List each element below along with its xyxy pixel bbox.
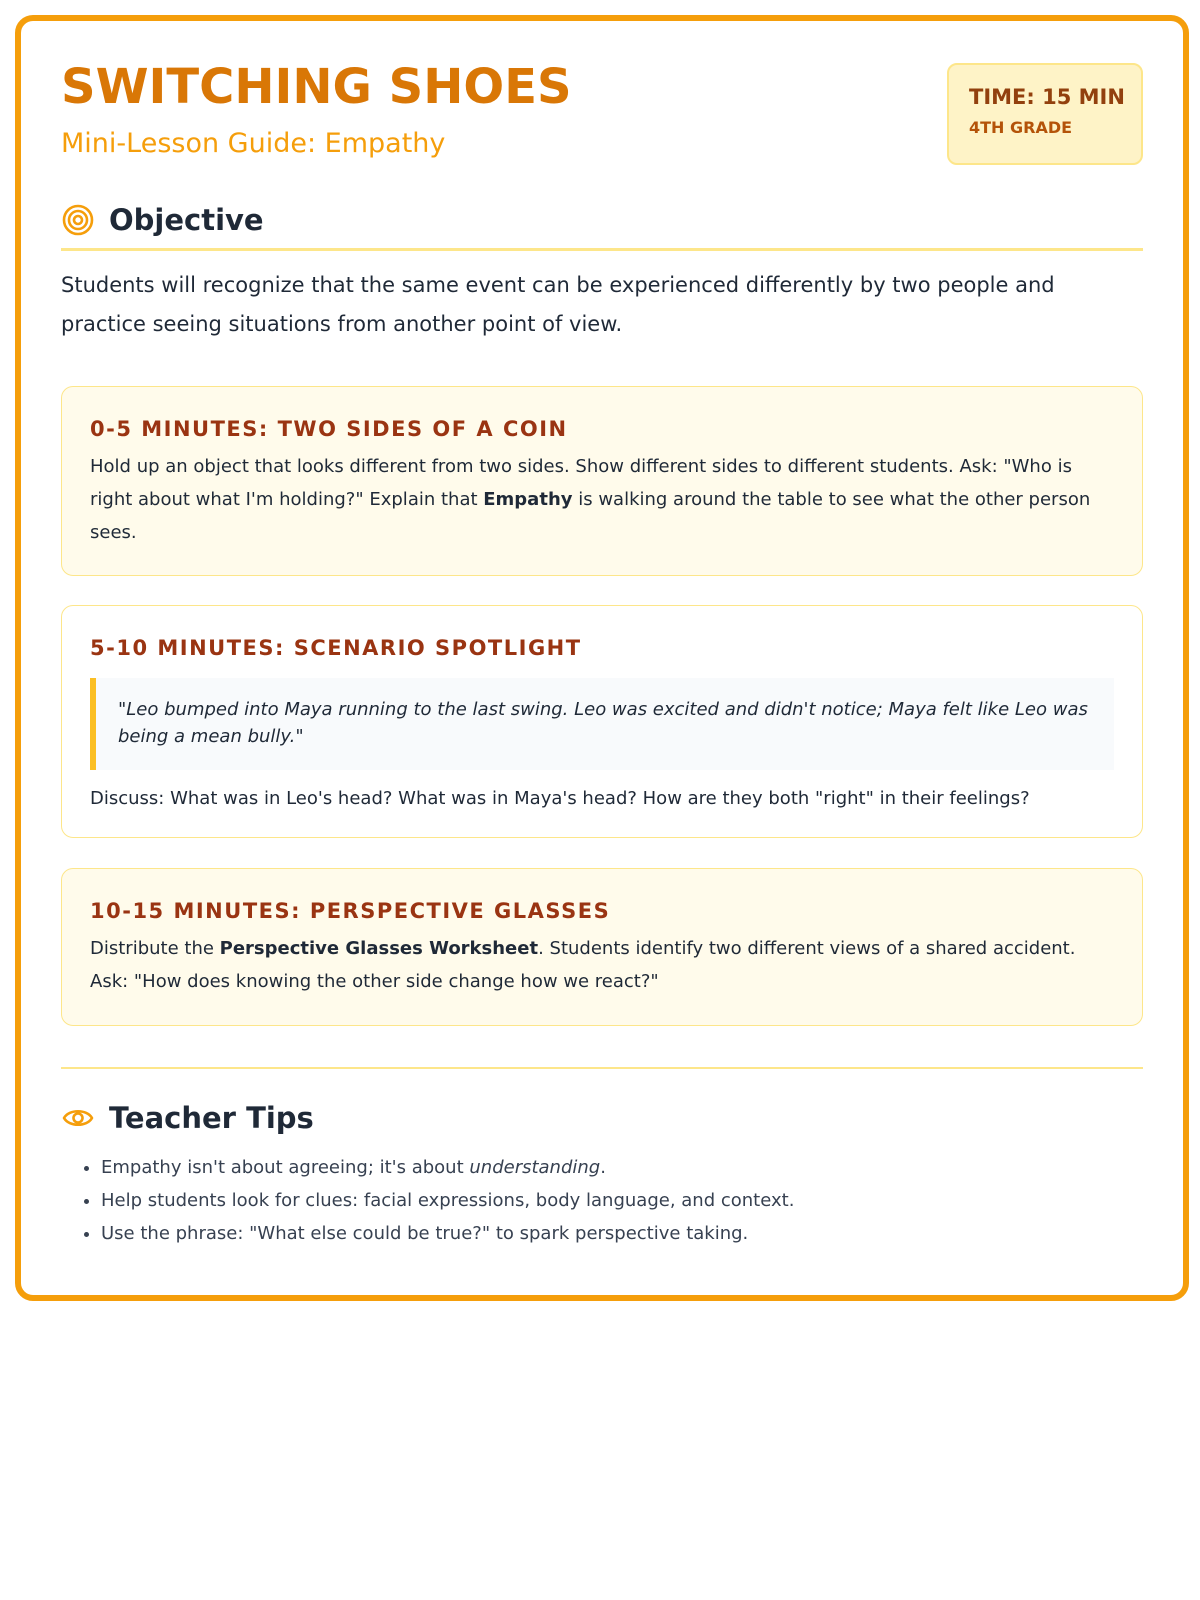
tips-list [61,1151,1143,1250]
segment-card-1 [61,386,1143,576]
segment-bold-term: Perspective Glasses Worksheet [219,938,539,959]
segment-text [90,450,1102,549]
segment-text-part: Distribute the [90,938,220,959]
lesson-content [61,21,1143,1244]
lesson-subtitle: Mini-Lesson Guide: Empathy [61,128,446,159]
lesson-title: SWITCHING SHOES [61,59,572,115]
segment-title: 5-10 MINUTES: SCENARIO SPOTLIGHT [90,636,582,660]
lesson-header [61,21,1143,181]
objective-heading-row [61,203,1143,237]
segment-text-part: . Students identify two different views of a shared accident. Ask: "How does knowing the other side change how we react?" [90,938,1076,992]
tips-heading-row [61,1101,1143,1135]
tip-item [101,1151,1143,1184]
segment-text-part: Hold up an object that looks different from two sides. Show different sides to different students. Ask: "Who is right about what I'm holding?" Explain that [90,456,1072,510]
segment-title: 0-5 MINUTES: TWO SIDES OF A COIN [90,417,568,441]
segment-title: 10-15 MINUTES: PERSPECTIVE GLASSES [90,899,611,923]
tip-item: • Help students look for clues: facial expressions, body language, and context. [101,1184,1143,1217]
tip-text-part: . [600,1157,606,1178]
objective-text: Students will recognize that the same event can be experienced differently by two people and practice seeing situations from another point of view. [61,273,1055,336]
target-icon [61,203,95,237]
tips-divider [61,1067,1143,1069]
segment-card-2 [61,605,1143,838]
segment-text-part: is walking around the table to see what the other person sees. [90,489,1091,543]
time-badge [947,63,1143,165]
grade-label: 4TH GRADE [969,118,1073,137]
objective-divider [61,248,1143,251]
lesson-card [15,15,1189,1301]
tip-emphasis: understanding [469,1157,601,1178]
eye-icon [61,1101,95,1135]
segment-bold-term: Empathy [483,489,573,510]
scenario-quote: "Leo bumped into Maya running to the last swing. Leo was excited and didn't notice; Maya felt like Leo was being a mean bully." [90,678,1114,770]
objective-heading: Objective [109,202,264,237]
segment-text: Discuss: What was in Leo's head? What was in Maya's head? How are they both "right" in their feelings? [90,788,1030,809]
tip-item: • Use the phrase: "What else could be true?" to spark perspective taking. [101,1217,1143,1250]
segment-text [90,932,1102,998]
tips-heading: Teacher Tips [109,1100,314,1135]
segment-card-3 [61,868,1143,1026]
time-label: TIME: 15 MIN [969,85,1125,109]
tip-text-part: Empathy isn't about agreeing; it's about [101,1157,470,1178]
